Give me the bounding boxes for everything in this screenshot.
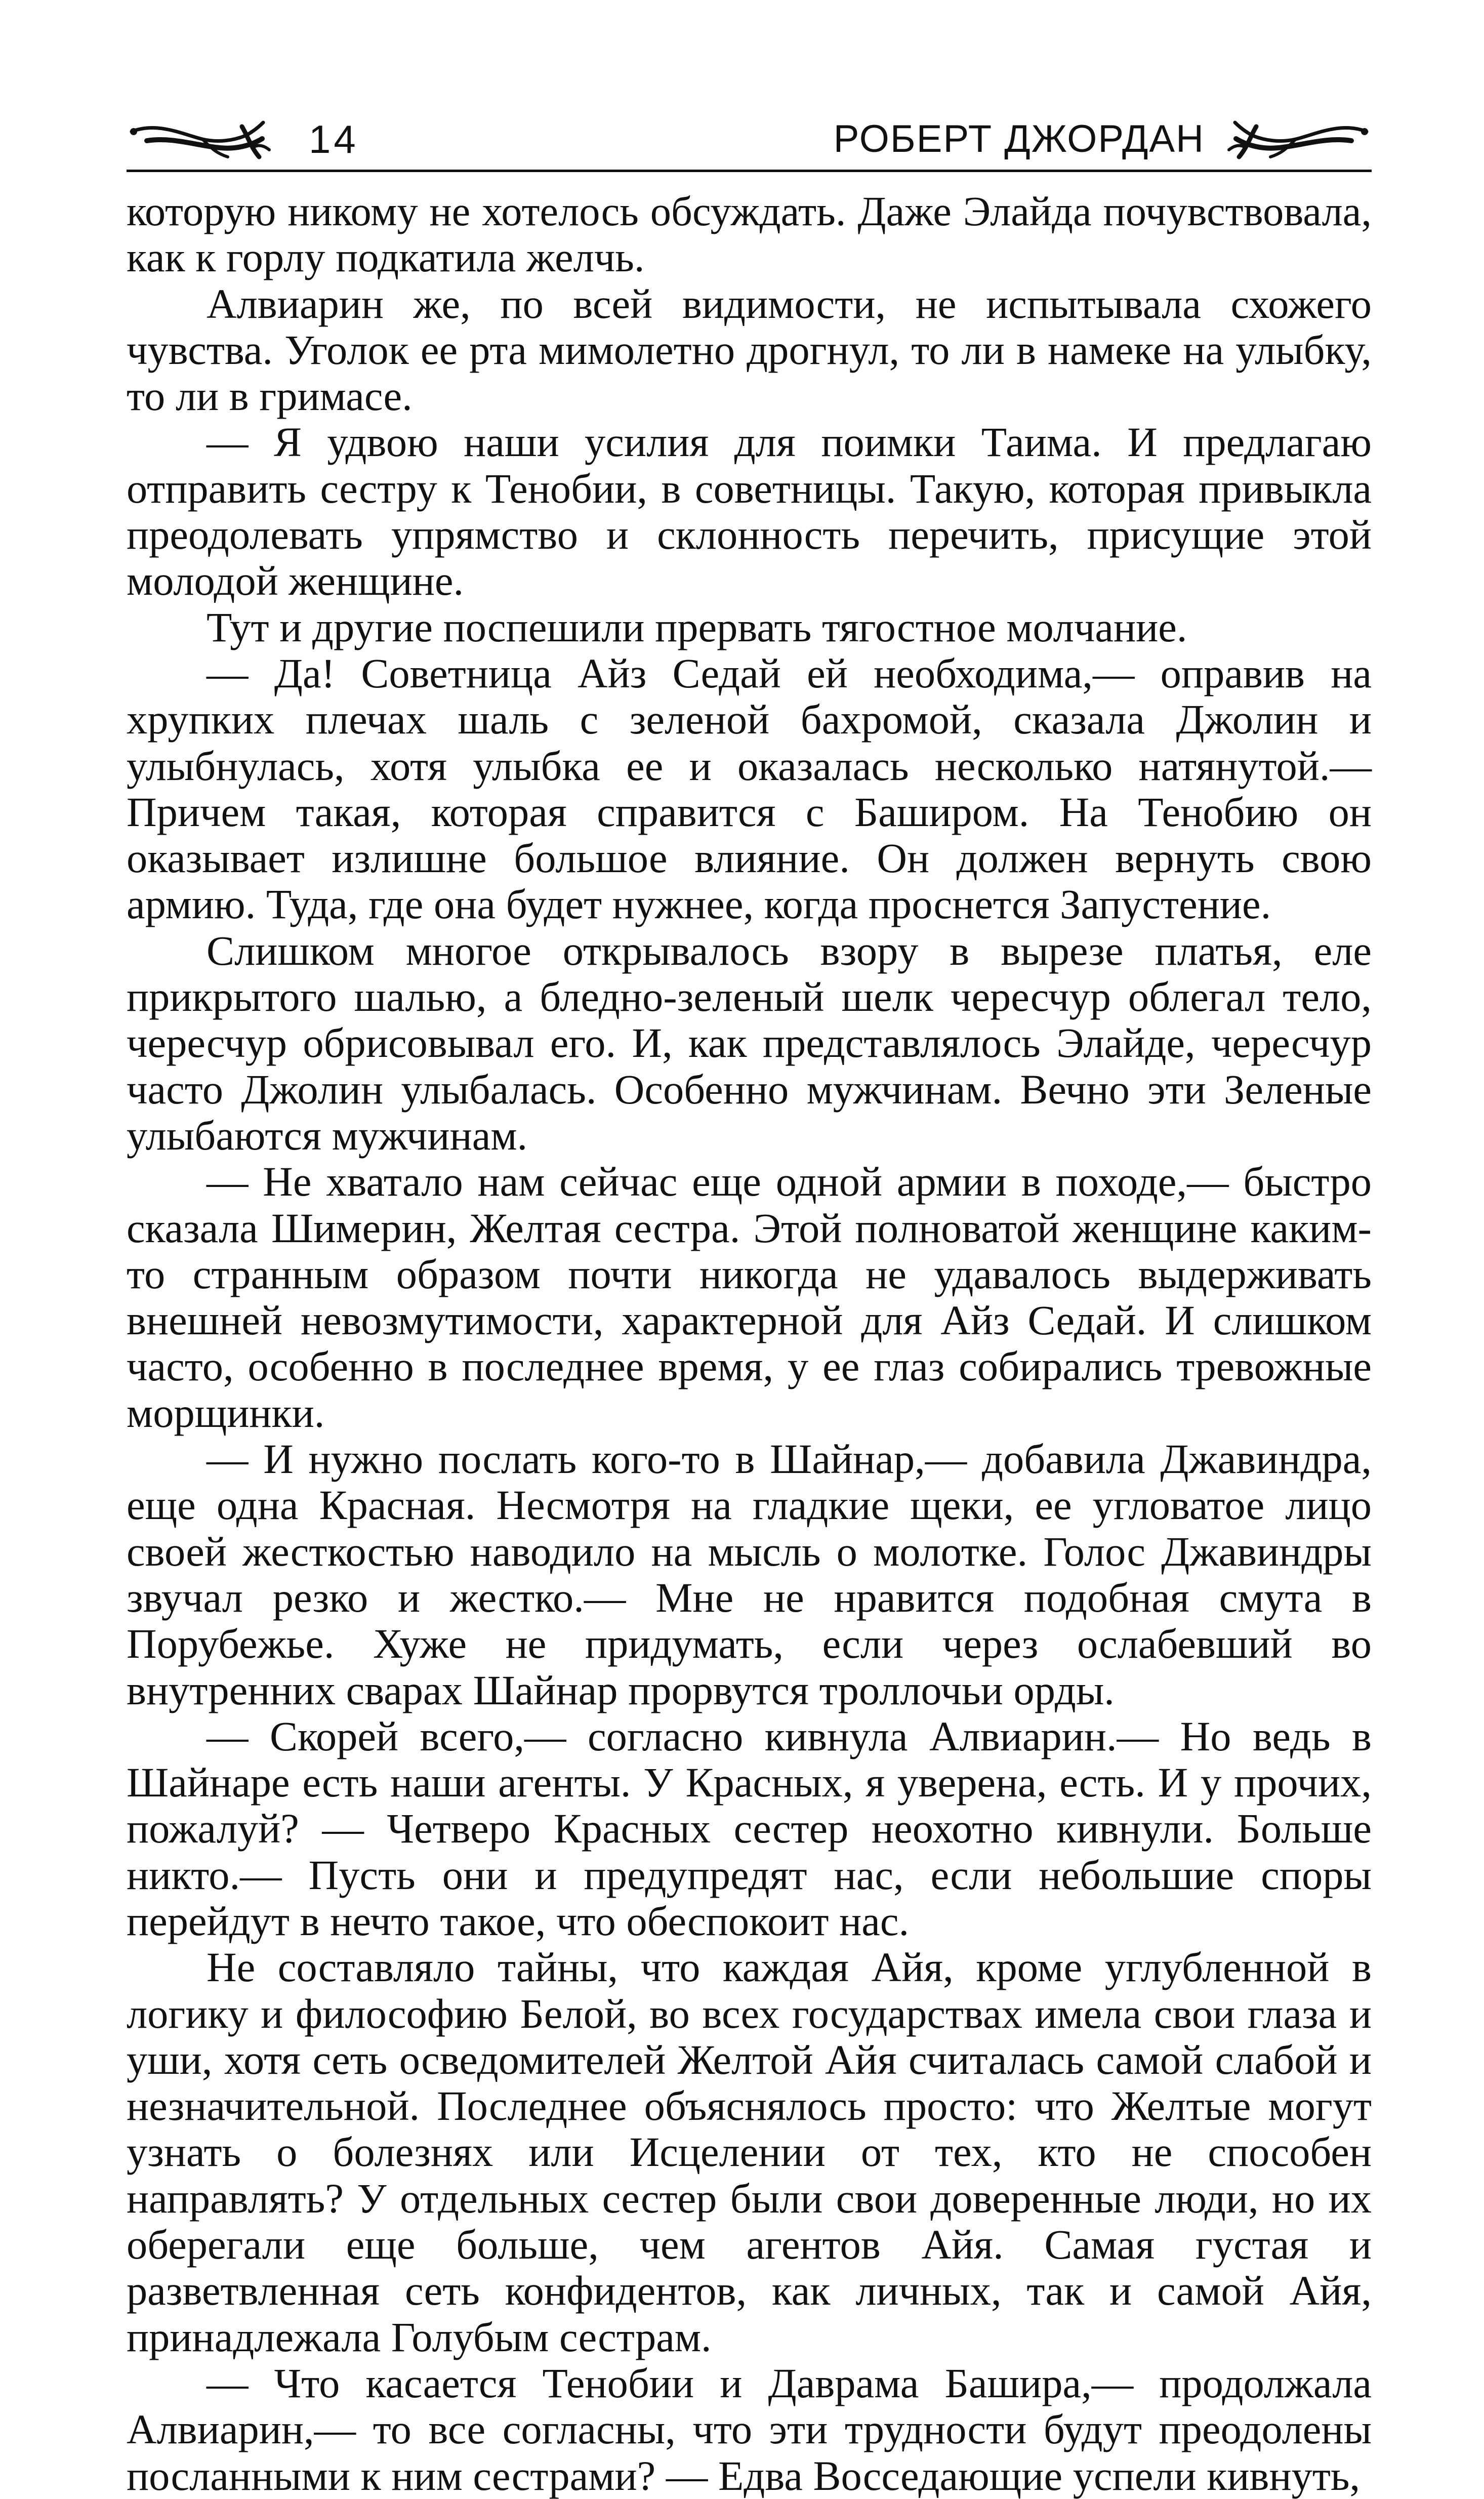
paragraph: — Не хватало нам сейчас еще одной армии в походе,— быстро сказала Шимерин, Желтая сестра. Этой полноватой женщине каким-то странным образом почти никогда не удавалось выдерживать внешней невозмутимости, характерной для Айз Седай. И слишком часто, особенно в последнее время, у ее глаз собирались тревожные морщинки. xyxy=(127,1158,1372,1436)
paragraph: Не составляло тайны, что каждая Айя, кроме углубленной в логику и философию Белой, во всех государствах имела свои глаза и уши, хотя сеть осведомителей Желтой Айя считалась самой слабой и незначительной. Последнее объяснялось просто: что Желтые могут узнать о болезнях или Исцелении от тех, кто не способен направлять? У отдельных сестер были свои доверенные люди, но их оберегали еще больше, чем агентов Айя. Самая густая и разветвленная сеть конфидентов, как личных, так и самой Айя, принадлежала Голубым сестрам. xyxy=(127,1944,1372,2360)
paragraph: Слишком многое открывалось взору в вырезе платья, еле прикрытого шалью, а бледно-зеленый шелк чересчур облегал тело, чересчур обрисовывал его. И, как представлялось Элайде, чересчур часто Джолин улыбалась. Особенно мужчинам. Вечно эти Зеленые улыбаются мужчинам. xyxy=(127,927,1372,1159)
paragraph: — Что касается Тенобии и Даврама Башира,— продолжала Алвиарин,— то все согласны, что эти трудности будут преодолены посланными к ним сестрами? — Едва Восседающие успели кивнуть, xyxy=(127,2359,1372,2499)
paragraph: которую никому не хотелось обсуждать. Даже Элайда почувствовала, как к горлу подкатила желчь. xyxy=(127,188,1372,281)
paragraph: — И нужно послать кого-то в Шайнар,— добавила Джавиндра, еще одна Красная. Несмотря на гладкие щеки, ее угловатое лицо своей жесткостью наводило на мысль о молотке. Голос Джавиндры звучал резко и жестко.— Мне не нравится подобная смута в Порубежье. Хуже не придумать, если через ослабевший во внутренних сварах Шайнар прорвутся троллочьи орды. xyxy=(127,1436,1372,1713)
body-text xyxy=(127,188,1372,2499)
paragraph: — Скорей всего,— согласно кивнула Алвиарин.— Но ведь в Шайнаре есть наши агенты. У Красных, я уверена, есть. И у прочих, пожалуй? — Четверо Красных сестер неохотно кивнули. Больше никто.— Пусть они и предупредят нас, если небольшие споры перейдут в нечто такое, что обеспокоит нас. xyxy=(127,1712,1372,1944)
paragraph: Алвиарин же, по всей видимости, не испытывала схожего чувства. Уголок ее рта мимолетно дрогнул, то ли в намеке на улыбку, то ли в гримасе. xyxy=(127,280,1372,420)
paragraph: — Я удвою наши усилия для поимки Таима. И предлагаю отправить сестру к Тенобии, в советницы. Такую, которая привыкла преодолевать упрямство и склонность перечить, присущие этой молодой женщине. xyxy=(127,419,1372,604)
paragraph: — Да! Советница Айз Седай ей необходима,— оправив на хрупких плечах шаль с зеленой бахромой, сказала Джолин и улыбнулась, хотя улыбка ее и оказалась несколько натянутой.— Причем такая, которая справится с Баширом. На Тенобию он оказывает излишне большое влияние. Он должен вернуть свою армию. Туда, где она будет нужнее, когда проснется Запустение. xyxy=(127,649,1372,928)
flourish-ornament-left-icon xyxy=(127,116,273,162)
header-rule xyxy=(127,170,1372,172)
page-header xyxy=(127,106,1372,177)
running-title: РОБЕРТ ДЖОРДАН xyxy=(833,117,1205,160)
flourish-ornament-right-icon xyxy=(1225,116,1372,162)
paragraph: Тут и другие поспешили прервать тягостное молчание. xyxy=(207,603,1187,650)
page-number: 14 xyxy=(309,117,359,161)
